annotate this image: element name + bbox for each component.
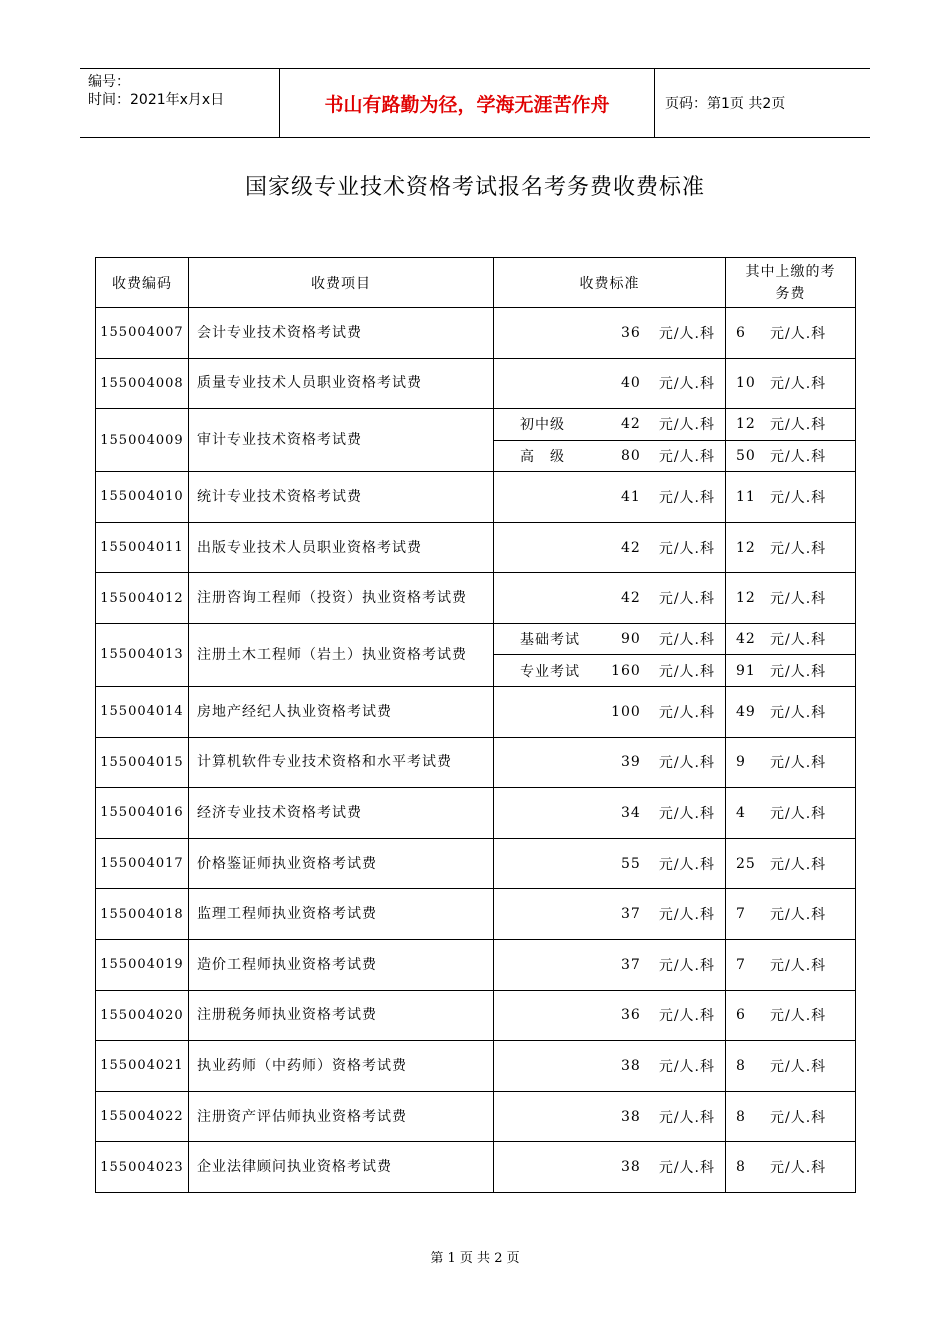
unit-label: 元/人.科	[770, 376, 827, 393]
standard-amount: 38	[621, 1057, 641, 1074]
fee-item: 房地产经纪人执业资格考试费	[189, 686, 494, 737]
fee-code: 155004011	[96, 522, 189, 573]
standard-value	[494, 661, 725, 681]
upper-value	[726, 1157, 855, 1177]
upper-amount: 25	[736, 855, 756, 872]
standard-amount: 160	[611, 662, 641, 679]
standard-cell	[494, 522, 726, 573]
upper-value	[726, 323, 855, 343]
upper-fee-cell	[726, 472, 856, 523]
standard-cell	[494, 573, 726, 624]
standard-amount: 37	[621, 906, 641, 923]
unit-label: 元/人.科	[770, 1008, 827, 1025]
unit-label: 元/人.科	[658, 376, 715, 393]
upper-value	[726, 373, 855, 393]
fee-code: 155004021	[96, 1041, 189, 1092]
standard-cell	[494, 1142, 726, 1193]
standard-value	[494, 803, 725, 823]
upper-amount: 9	[736, 754, 746, 771]
standard-cell	[494, 838, 726, 889]
upper-amount: 8	[736, 1057, 746, 1074]
table-row	[96, 472, 856, 523]
unit-label: 元/人.科	[770, 663, 827, 680]
upper-value	[726, 487, 855, 507]
unit-label: 元/人.科	[658, 417, 715, 434]
upper-amount: 12	[736, 539, 756, 556]
upper-amount: 12	[736, 416, 756, 433]
exam-level: 专业考试	[520, 663, 580, 680]
standard-value	[494, 955, 725, 975]
table-row	[96, 1091, 856, 1142]
fee-item: 审计专业技术资格考试费	[189, 409, 494, 472]
fee-item: 注册咨询工程师（投资）执业资格考试费	[189, 573, 494, 624]
standard-cell	[494, 409, 726, 441]
unit-label: 元/人.科	[770, 856, 827, 873]
upper-fee-cell	[726, 1091, 856, 1142]
upper-fee-cell	[726, 838, 856, 889]
standard-value	[494, 323, 725, 343]
standard-value	[494, 538, 725, 558]
upper-fee-cell	[726, 522, 856, 573]
upper-value	[726, 1107, 855, 1127]
header-page: 页码：第1页 共2页	[665, 96, 786, 112]
upper-amount: 11	[736, 488, 756, 505]
upper-value	[726, 588, 855, 608]
upper-amount: 7	[736, 956, 746, 973]
standard-value	[494, 588, 725, 608]
upper-fee-cell	[726, 358, 856, 409]
upper-fee-cell	[726, 1041, 856, 1092]
upper-fee-cell	[726, 737, 856, 788]
upper-amount: 12	[736, 590, 756, 607]
fee-code: 155004017	[96, 838, 189, 889]
upper-fee-cell	[726, 308, 856, 359]
unit-label: 元/人.科	[770, 805, 827, 822]
unit-label: 元/人.科	[658, 448, 715, 465]
exam-level: 初中级	[520, 417, 565, 434]
table-row	[96, 358, 856, 409]
unit-label: 元/人.科	[770, 540, 827, 557]
header-item: 收费项目	[189, 258, 494, 308]
header-motto: 书山有路勤为径，学海无涯苦作舟	[280, 69, 655, 137]
upper-value	[726, 803, 855, 823]
fee-item: 注册税务师执业资格考试费	[189, 990, 494, 1041]
upper-value	[726, 414, 855, 434]
unit-label: 元/人.科	[658, 755, 715, 772]
upper-amount: 8	[736, 1159, 746, 1176]
header-code: 收费编码	[96, 258, 189, 308]
standard-amount: 55	[621, 855, 641, 872]
unit-label: 元/人.科	[658, 856, 715, 873]
upper-fee-cell	[726, 655, 856, 687]
standard-value	[494, 414, 725, 434]
fee-item: 统计专业技术资格考试费	[189, 472, 494, 523]
standard-amount: 38	[621, 1159, 641, 1176]
fee-item: 监理工程师执业资格考试费	[189, 889, 494, 940]
upper-amount: 42	[736, 631, 756, 648]
fee-code: 155004018	[96, 889, 189, 940]
standard-value	[494, 854, 725, 874]
upper-amount: 6	[736, 324, 746, 341]
exam-level: 高 级	[520, 448, 565, 465]
standard-cell	[494, 655, 726, 687]
header-meta	[80, 69, 280, 137]
upper-value	[726, 702, 855, 722]
exam-level: 基础考试	[520, 632, 580, 649]
table-row	[96, 409, 856, 441]
standard-cell	[494, 686, 726, 737]
upper-fee-cell	[726, 409, 856, 441]
fee-item: 会计专业技术资格考试费	[189, 308, 494, 359]
standard-amount: 80	[621, 447, 641, 464]
standard-amount: 100	[611, 703, 641, 720]
unit-label: 元/人.科	[770, 704, 827, 721]
upper-amount: 49	[736, 703, 756, 720]
upper-fee-cell	[726, 573, 856, 624]
upper-fee-cell	[726, 1142, 856, 1193]
upper-amount: 4	[736, 804, 746, 821]
fee-code: 155004012	[96, 573, 189, 624]
unit-label: 元/人.科	[658, 632, 715, 649]
fee-code: 155004022	[96, 1091, 189, 1142]
fee-code: 155004019	[96, 939, 189, 990]
unit-label: 元/人.科	[658, 540, 715, 557]
upper-fee-cell	[726, 623, 856, 655]
standard-value	[494, 1157, 725, 1177]
fee-code: 155004008	[96, 358, 189, 409]
standard-cell	[494, 623, 726, 655]
standard-cell	[494, 358, 726, 409]
upper-value	[726, 955, 855, 975]
table-row	[96, 308, 856, 359]
fee-item: 经济专业技术资格考试费	[189, 788, 494, 839]
standard-value	[494, 487, 725, 507]
upper-fee-cell	[726, 990, 856, 1041]
table-row	[96, 1142, 856, 1193]
upper-fee-cell	[726, 939, 856, 990]
upper-value	[726, 446, 855, 466]
fee-item: 出版专业技术人员职业资格考试费	[189, 522, 494, 573]
fee-code: 155004016	[96, 788, 189, 839]
standard-cell	[494, 990, 726, 1041]
table-row	[96, 573, 856, 624]
standard-amount: 36	[621, 324, 641, 341]
unit-label: 元/人.科	[658, 957, 715, 974]
standard-value	[494, 904, 725, 924]
standard-amount: 42	[621, 416, 641, 433]
standard-cell	[494, 1091, 726, 1142]
unit-label: 元/人.科	[658, 907, 715, 924]
header-number: 编号：	[88, 74, 130, 90]
fee-code: 155004010	[96, 472, 189, 523]
upper-value	[726, 538, 855, 558]
upper-value	[726, 854, 855, 874]
standard-cell	[494, 939, 726, 990]
standard-value	[494, 373, 725, 393]
page-header	[80, 68, 870, 138]
unit-label: 元/人.科	[770, 591, 827, 608]
unit-label: 元/人.科	[658, 325, 715, 342]
table-row	[96, 990, 856, 1041]
standard-amount: 38	[621, 1108, 641, 1125]
standard-cell	[494, 737, 726, 788]
fee-item: 企业法律顾问执业资格考试费	[189, 1142, 494, 1193]
fee-item: 造价工程师执业资格考试费	[189, 939, 494, 990]
upper-value	[726, 1005, 855, 1025]
upper-value	[726, 629, 855, 649]
standard-amount: 37	[621, 956, 641, 973]
fee-item: 计算机软件专业技术资格和水平考试费	[189, 737, 494, 788]
upper-fee-cell	[726, 686, 856, 737]
header-upper: 其中上缴的考务费	[726, 258, 856, 308]
fee-code: 155004020	[96, 990, 189, 1041]
table-row	[96, 838, 856, 889]
upper-amount: 8	[736, 1108, 746, 1125]
fee-code: 155004014	[96, 686, 189, 737]
standard-amount: 42	[621, 539, 641, 556]
standard-value	[494, 752, 725, 772]
header-standard: 收费标准	[494, 258, 726, 308]
standard-value	[494, 446, 725, 466]
fee-code: 155004023	[96, 1142, 189, 1193]
standard-value	[494, 1056, 725, 1076]
standard-cell	[494, 1041, 726, 1092]
standard-value	[494, 1005, 725, 1025]
unit-label: 元/人.科	[770, 957, 827, 974]
table-row	[96, 788, 856, 839]
unit-label: 元/人.科	[770, 907, 827, 924]
upper-fee-cell	[726, 889, 856, 940]
table-row	[96, 623, 856, 655]
fee-code: 155004007	[96, 308, 189, 359]
fee-item: 执业药师（中药师）资格考试费	[189, 1041, 494, 1092]
unit-label: 元/人.科	[658, 805, 715, 822]
upper-amount: 50	[736, 447, 756, 464]
table-row	[96, 939, 856, 990]
fee-item: 注册资产评估师执业资格考试费	[189, 1091, 494, 1142]
standard-amount: 42	[621, 590, 641, 607]
unit-label: 元/人.科	[770, 1160, 827, 1177]
standard-amount: 34	[621, 804, 641, 821]
unit-label: 元/人.科	[658, 1058, 715, 1075]
fee-code: 155004009	[96, 409, 189, 472]
unit-label: 元/人.科	[658, 663, 715, 680]
fee-table	[95, 257, 856, 1193]
unit-label: 元/人.科	[770, 755, 827, 772]
standard-amount: 41	[621, 488, 641, 505]
unit-label: 元/人.科	[770, 489, 827, 506]
standard-amount: 39	[621, 754, 641, 771]
unit-label: 元/人.科	[658, 1008, 715, 1025]
unit-label: 元/人.科	[770, 632, 827, 649]
upper-value	[726, 752, 855, 772]
standard-cell	[494, 472, 726, 523]
table-header-row	[96, 258, 856, 308]
upper-value	[726, 904, 855, 924]
table-row	[96, 686, 856, 737]
unit-label: 元/人.科	[658, 1109, 715, 1126]
unit-label: 元/人.科	[770, 1058, 827, 1075]
standard-cell	[494, 308, 726, 359]
standard-cell	[494, 788, 726, 839]
upper-amount: 7	[736, 906, 746, 923]
upper-amount: 10	[736, 375, 756, 392]
unit-label: 元/人.科	[770, 417, 827, 434]
unit-label: 元/人.科	[658, 704, 715, 721]
page-footer: 第 1 页 共 2 页	[430, 1251, 520, 1266]
standard-value	[494, 1107, 725, 1127]
standard-value	[494, 629, 725, 649]
unit-label: 元/人.科	[770, 325, 827, 342]
fee-code: 155004015	[96, 737, 189, 788]
table-row	[96, 889, 856, 940]
fee-item: 质量专业技术人员职业资格考试费	[189, 358, 494, 409]
unit-label: 元/人.科	[658, 591, 715, 608]
standard-amount: 90	[621, 631, 641, 648]
header-time: 时间：2021年x月x日	[88, 92, 225, 108]
upper-fee-cell	[726, 788, 856, 839]
upper-amount: 6	[736, 1007, 746, 1024]
document-title: 国家级专业技术资格考试报名考务费收费标准	[244, 175, 705, 200]
unit-label: 元/人.科	[770, 1109, 827, 1126]
upper-amount: 91	[736, 662, 756, 679]
unit-label: 元/人.科	[658, 489, 715, 506]
standard-amount: 36	[621, 1007, 641, 1024]
standard-cell	[494, 889, 726, 940]
standard-value	[494, 702, 725, 722]
upper-value	[726, 661, 855, 681]
upper-value	[726, 1056, 855, 1076]
fee-item: 价格鉴证师执业资格考试费	[189, 838, 494, 889]
table-row	[96, 737, 856, 788]
fee-item: 注册土木工程师（岩土）执业资格考试费	[189, 623, 494, 686]
table-row	[96, 1041, 856, 1092]
fee-code: 155004013	[96, 623, 189, 686]
unit-label: 元/人.科	[770, 448, 827, 465]
upper-fee-cell	[726, 440, 856, 472]
standard-cell	[494, 440, 726, 472]
standard-amount: 40	[621, 375, 641, 392]
table-row	[96, 522, 856, 573]
unit-label: 元/人.科	[658, 1160, 715, 1177]
